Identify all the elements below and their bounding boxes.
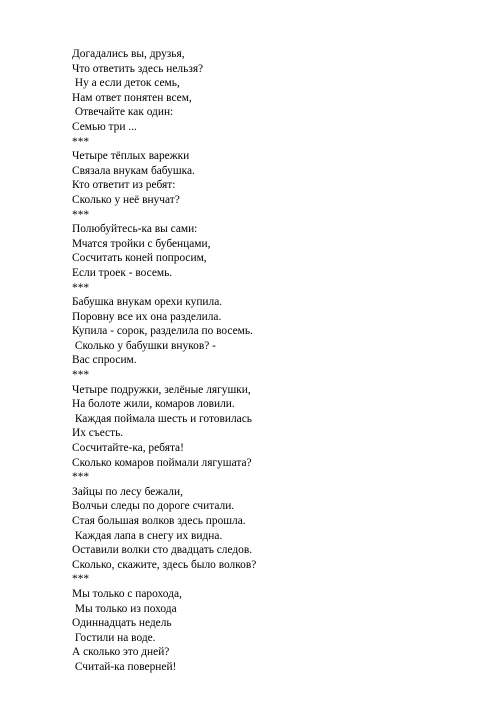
text-line: Четыре подружки, зелёные лягушки, [72, 383, 251, 396]
text-line: Мчатся тройки с бубенцами, [72, 237, 211, 250]
poem-text-block [72, 47, 472, 675]
text-line: Поровну все их она разделила. [72, 310, 222, 323]
text-line: Купила - сорок, разделила по восемь. [72, 325, 253, 338]
text-line: Бабушка внукам орехи купила. [72, 296, 223, 309]
text-line: Сколько, скажите, здесь было волков? [72, 558, 257, 571]
text-line: Каждая лапа в снегу их видна. [72, 529, 223, 542]
text-line: Сколько у бабушки внуков? - [72, 339, 216, 352]
separator-asterisks: *** [72, 281, 90, 294]
separator-asterisks: *** [72, 369, 90, 382]
text-line: Каждая поймала шесть и готовилась [72, 412, 252, 425]
text-line: Считай-ка поверней! [72, 660, 177, 673]
separator-asterisks: *** [72, 573, 90, 586]
text-line: Сколько у неё внучат? [72, 193, 180, 206]
text-line: Сосчитать коней попросим, [72, 252, 207, 265]
text-line: Гостили на воде. [72, 631, 156, 644]
text-line: Мы только из похода [72, 602, 177, 615]
text-line: Одиннадцать недель [72, 617, 172, 630]
text-line: Волчьи следы по дороге считали. [72, 500, 235, 513]
text-line: Мы только с парохода, [72, 587, 182, 600]
separator-asterisks: *** [72, 471, 90, 484]
text-line: Вас спросим. [72, 354, 137, 367]
text-line: Их съесть. [72, 427, 124, 440]
text-line: Полюбуйтесь-ка вы сами: [72, 223, 198, 236]
text-line: Ну а если деток семь, [72, 77, 180, 90]
text-line: А сколько это дней? [72, 646, 170, 659]
text-line: Оставили волки сто двадцать следов. [72, 544, 253, 557]
separator-asterisks: *** [72, 208, 90, 221]
text-line: На болоте жили, комаров ловили. [72, 398, 235, 411]
text-line: Догадались вы, друзья, [72, 48, 185, 60]
text-line: Семью три ... [72, 120, 137, 133]
text-line: Сколько комаров поймали лягушата? [72, 456, 252, 469]
text-line: Отвечайте как один: [72, 106, 174, 119]
text-line: Если троек - восемь. [72, 266, 173, 279]
text-line: Что ответить здесь нельзя? [72, 62, 204, 75]
text-line: Кто ответит из ребят: [72, 179, 176, 192]
text-line: Четыре тёплых варежки [72, 150, 190, 163]
separator-asterisks: *** [72, 135, 90, 148]
text-line: Стая большая волков здесь прошла. [72, 515, 246, 527]
text-line: Сосчитайте-ка, ребята! [72, 442, 184, 455]
text-line: Зайцы по лесу бежали, [72, 485, 183, 498]
text-line: Нам ответ понятен всем, [72, 91, 192, 104]
text-line: Связала внукам бабушка. [72, 164, 195, 177]
